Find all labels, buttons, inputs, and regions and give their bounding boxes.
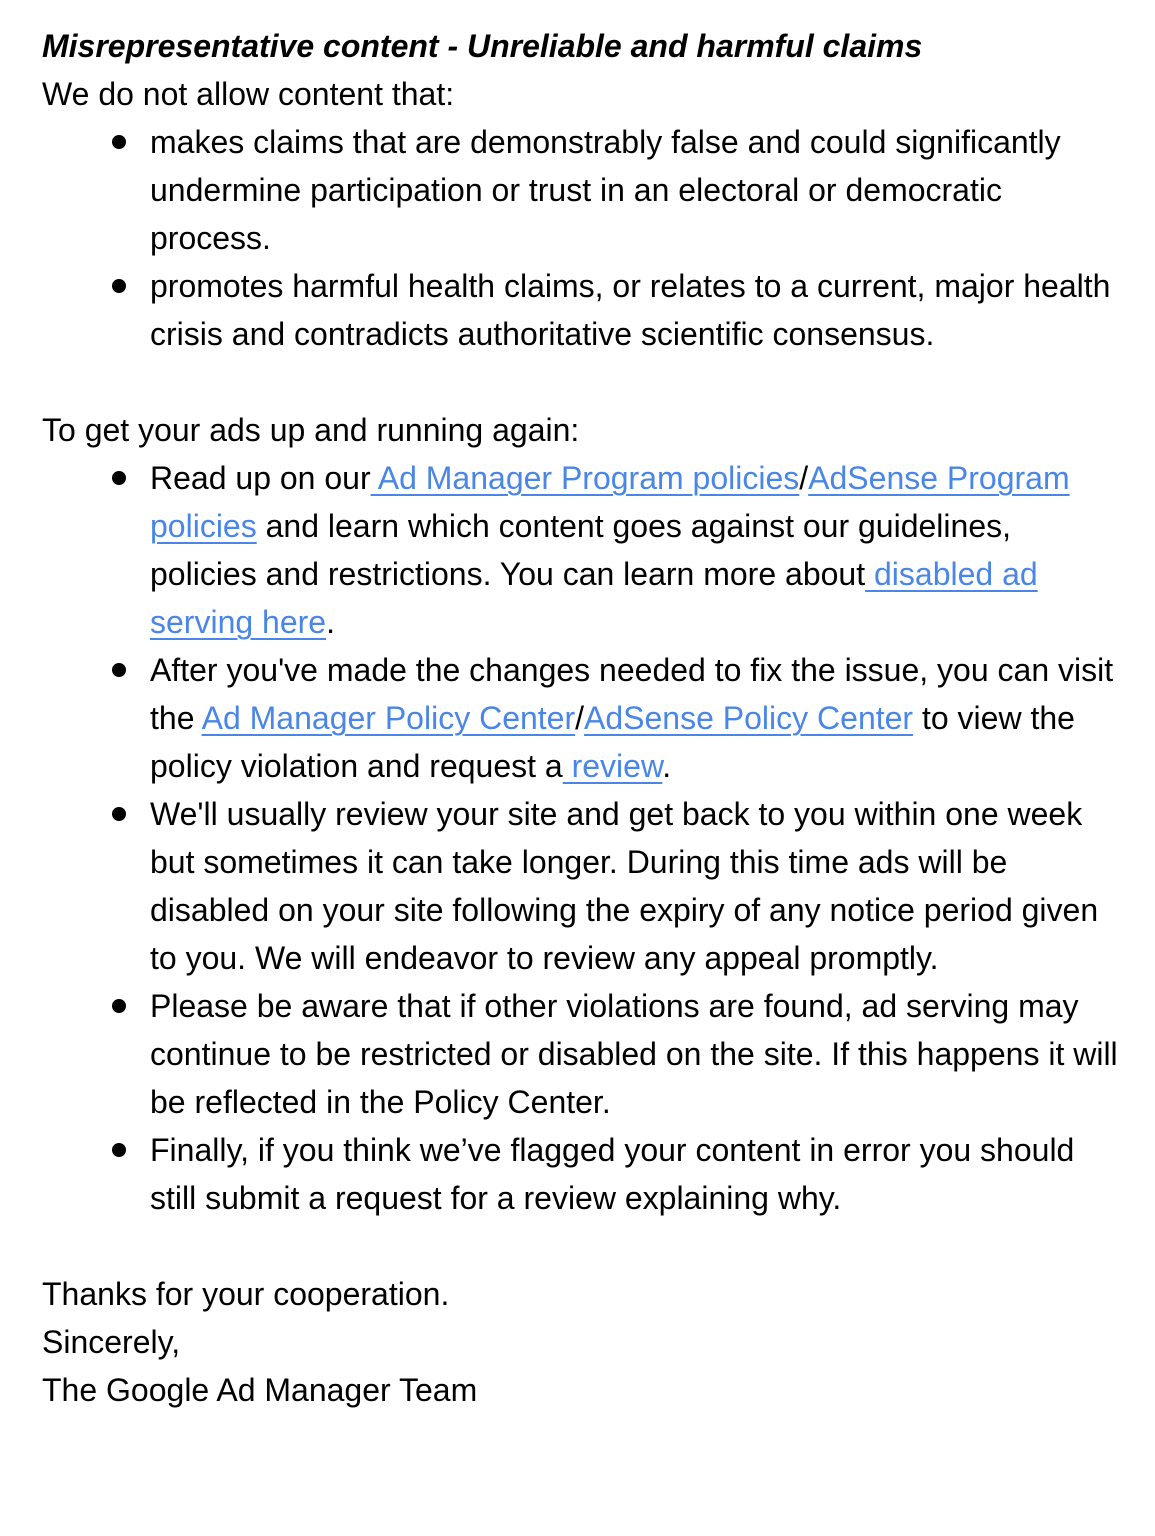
list-item [42, 982, 1119, 1126]
ad-manager-policy-center-link[interactable]: Ad Manager Policy Center [201, 700, 576, 736]
text-segment: Finally, if you think we’ve flagged your content in error you should still submit a request for a review explaining why. [150, 1132, 1075, 1216]
text-segment: We'll usually review your site and get back to you within one week but sometimes it can take longer. During this time ads will be disabled on your site following the expiry of any notice period given to you. We will endeavor to review any appeal promptly. [150, 796, 1099, 976]
text-segment: . [326, 604, 335, 640]
list-item [42, 262, 1119, 358]
list-item [42, 646, 1119, 790]
text-segment: Please be aware that if other violations are found, ad serving may continue to be restricted or disabled on the site. If this happens it will be reflected in the Policy Center. [150, 988, 1118, 1120]
closing-thanks: Thanks for your cooperation. [42, 1276, 450, 1312]
review-link[interactable]: review [562, 748, 663, 784]
closing-sincerely: Sincerely, [42, 1324, 181, 1360]
blank-line [42, 1222, 1119, 1270]
disabled-ad-serving-link[interactable]: disabled ad serving here [150, 556, 1038, 640]
steps-intro: To get your ads up and running again: [42, 412, 580, 448]
text-segment: / [799, 460, 809, 496]
text-segment: Read up on our [150, 460, 371, 496]
text-segment: . [662, 748, 672, 784]
adsense-policy-center-link[interactable]: AdSense Policy Center [584, 700, 914, 736]
list-item [42, 790, 1119, 982]
steps-list [42, 454, 1119, 1222]
list-item [42, 118, 1119, 262]
text-segment: to view the policy violation and request a [150, 700, 1075, 784]
ad-manager-program-policies-link[interactable]: Ad Manager Program policies [370, 460, 800, 496]
list-item [42, 454, 1119, 646]
disallowed-content-intro: We do not allow content that: [42, 76, 455, 112]
text-segment: promotes harmful health claims, or relates to a current, major health crisis and contradicts authoritative scientific consensus. [150, 268, 1111, 352]
closing-signature: The Google Ad Manager Team [42, 1372, 478, 1408]
blank-line [42, 358, 1119, 406]
policy-violation-heading: Misrepresentative content - Unreliable and harmful claims [42, 28, 923, 64]
list-item [42, 1126, 1119, 1222]
text-segment: After you've made the changes needed to fix the issue, you can visit the [150, 652, 1114, 736]
text-segment: and learn which content goes against our guidelines, policies and restrictions. You can learn more about [150, 508, 1011, 592]
text-segment: makes claims that are demonstrably false and could significantly undermine participation or trust in an electoral or democratic process. [150, 124, 1061, 256]
adsense-program-policies-link[interactable]: AdSense Program policies [150, 460, 1070, 544]
disallowed-content-list [42, 118, 1119, 358]
text-segment: / [575, 700, 585, 736]
